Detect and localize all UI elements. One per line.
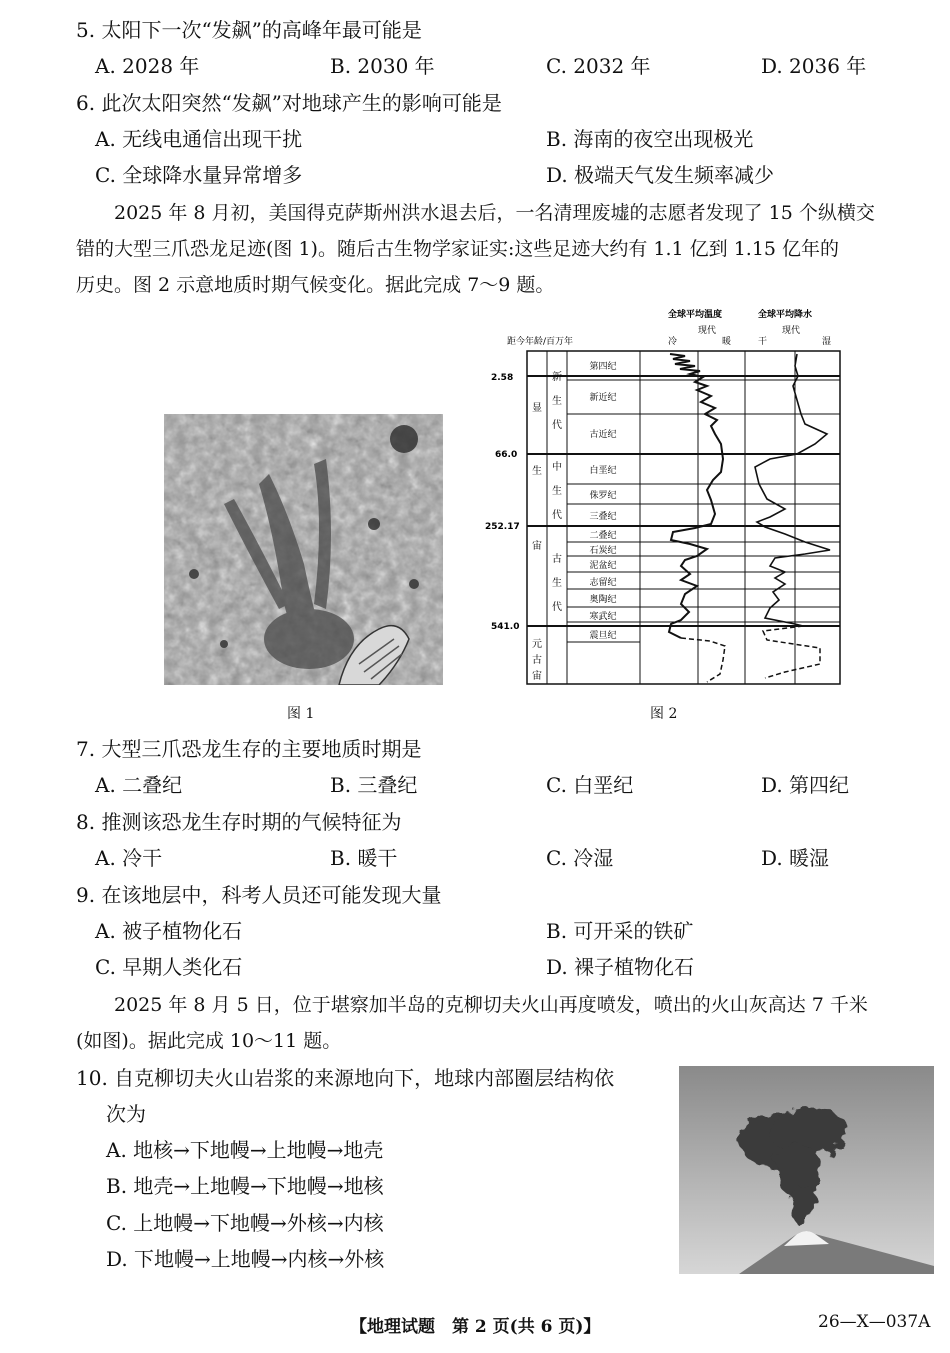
era-char: 生 (552, 396, 562, 407)
q5-option-b[interactable]: B. 2030 年 (330, 54, 435, 78)
q8-option-d[interactable]: D. 暖湿 (761, 846, 830, 870)
era-char: 中 (552, 462, 562, 473)
question-10-stem-cont: 次为 (106, 1102, 146, 1126)
volcano-eruption-photo (679, 1066, 934, 1274)
rain-header: 全球平均降水 (758, 310, 813, 320)
precipitation-curve-dashed (763, 626, 820, 678)
figure-2-caption: 图 2 (650, 706, 678, 722)
era-char: 代 (552, 420, 562, 431)
passage-1-line-1: 2025 年 8 月初，美国得克萨斯州洪水退去后，一名清理废墟的志愿者发现了 15 个纵横交 (114, 202, 875, 224)
passage-2-line-1: 2025 年 8 月 5 日，位于堪察加半岛的克柳切夫火山再度喷发，喷出的火山灰高达 7 千米 (114, 994, 868, 1016)
temperature-curve (669, 354, 723, 638)
geologic-climate-chart (485, 304, 845, 689)
period-label: 震旦纪 (589, 631, 617, 641)
eon-char: 宙 (532, 671, 542, 682)
q10-option-b[interactable]: B. 地壳→上地幔→下地幔→地核 (106, 1174, 384, 1198)
question-6-stem: 6. 此次太阳突然“发飙”对地球产生的影响可能是 (76, 91, 502, 115)
age-label: 2.58 (491, 373, 514, 383)
precipitation-curve (755, 354, 830, 626)
warm-label: 暖 (722, 337, 732, 347)
q9-option-c[interactable]: C. 早期人类化石 (95, 955, 243, 979)
q9-option-b[interactable]: B. 可开采的铁矿 (546, 919, 694, 943)
eon-char: 显 (532, 403, 542, 414)
q5-option-a[interactable]: A. 2028 年 (95, 54, 200, 78)
q7-option-a[interactable]: A. 二叠纪 (95, 773, 183, 797)
question-9-stem: 9. 在该地层中，科考人员还可能发现大量 (76, 883, 442, 907)
age-label: 252.17 (485, 522, 520, 532)
q6-option-d[interactable]: D. 极端天气发生频率减少 (546, 163, 775, 187)
q5-option-d[interactable]: D. 2036 年 (761, 54, 867, 78)
age-label: 541.0 (491, 622, 520, 632)
question-10-stem: 10. 自克柳切夫火山岩浆的来源地向下，地球内部圈层结构依 (76, 1066, 615, 1090)
q10-option-d[interactable]: D. 下地幔→上地幔→内核→外核 (106, 1247, 385, 1271)
eon-char: 元 (532, 639, 542, 650)
eon-char: 生 (532, 466, 542, 477)
era-char: 古 (552, 554, 562, 565)
q9-option-a[interactable]: A. 被子植物化石 (95, 919, 243, 943)
passage-1-line-3: 历史。图 2 示意地质时期气候变化。据此完成 7～9 题。 (76, 274, 555, 296)
q9-option-d[interactable]: D. 裸子植物化石 (546, 955, 695, 979)
era-char: 代 (552, 510, 562, 521)
q8-option-a[interactable]: A. 冷干 (95, 846, 163, 870)
period-label: 新近纪 (589, 393, 617, 403)
era-char: 生 (552, 486, 562, 497)
passage-2-line-2: (如图)。据此完成 10～11 题。 (76, 1030, 342, 1052)
figure-1-caption: 图 1 (287, 706, 315, 722)
period-label: 古近纪 (589, 430, 617, 440)
q5-option-c[interactable]: C. 2032 年 (546, 54, 651, 78)
page-footer: 【地理试题 第 2 页(共 6 页)】 (350, 1317, 601, 1337)
eon-char: 古 (532, 655, 542, 666)
era-char: 代 (552, 602, 562, 613)
temp-header: 全球平均温度 (668, 310, 723, 320)
q6-option-b[interactable]: B. 海南的夜空出现极光 (546, 127, 754, 151)
age-axis-header: 距今年龄/百万年 (507, 337, 574, 347)
q10-option-a[interactable]: A. 地核→下地幔→上地幔→地壳 (106, 1138, 384, 1162)
temperature-curve-dashed (681, 638, 725, 682)
question-5-stem: 5. 太阳下一次“发飙”的高峰年最可能是 (76, 18, 422, 42)
q6-option-c[interactable]: C. 全球降水量异常增多 (95, 163, 303, 187)
question-8-stem: 8. 推测该恐龙生存时期的气候特征为 (76, 810, 402, 834)
q7-option-d[interactable]: D. 第四纪 (761, 773, 850, 797)
period-label: 三叠纪 (589, 512, 617, 522)
period-label: 第四纪 (589, 362, 617, 372)
period-label: 志留纪 (589, 578, 617, 588)
question-7-stem: 7. 大型三爪恐龙生存的主要地质时期是 (76, 737, 422, 761)
period-label: 侏罗纪 (589, 491, 617, 501)
period-label: 泥盆纪 (589, 561, 617, 571)
period-label: 白垩纪 (589, 466, 617, 476)
q8-option-c[interactable]: C. 冷湿 (546, 846, 614, 870)
q6-option-a[interactable]: A. 无线电通信出现干扰 (95, 127, 303, 151)
cold-label: 冷 (668, 337, 678, 347)
paper-code: 26—X—037A (818, 1312, 931, 1332)
eon-char: 宙 (532, 541, 542, 552)
era-char: 新 (552, 372, 562, 383)
temp-modern-label: 现代 (698, 326, 717, 336)
wet-label: 湿 (822, 337, 832, 347)
period-label: 石炭纪 (589, 546, 617, 556)
period-label: 奥陶纪 (589, 595, 617, 605)
era-char: 生 (552, 578, 562, 589)
period-label: 寒武纪 (589, 612, 617, 622)
dry-label: 干 (758, 337, 768, 347)
rain-modern-label: 现代 (782, 326, 801, 336)
q7-option-b[interactable]: B. 三叠纪 (330, 773, 418, 797)
q10-option-c[interactable]: C. 上地幔→下地幔→外核→内核 (106, 1211, 384, 1235)
period-label: 二叠纪 (589, 531, 617, 541)
age-label: 66.0 (495, 450, 518, 460)
q7-option-c[interactable]: C. 白垩纪 (546, 773, 634, 797)
passage-1-line-2: 错的大型三爪恐龙足迹(图 1)。随后古生物学家证实:这些足迹大约有 1.1 亿到 1.15 亿年的 (76, 238, 840, 260)
q8-option-b[interactable]: B. 暖干 (330, 846, 398, 870)
dinosaur-footprint-photo (164, 414, 443, 685)
